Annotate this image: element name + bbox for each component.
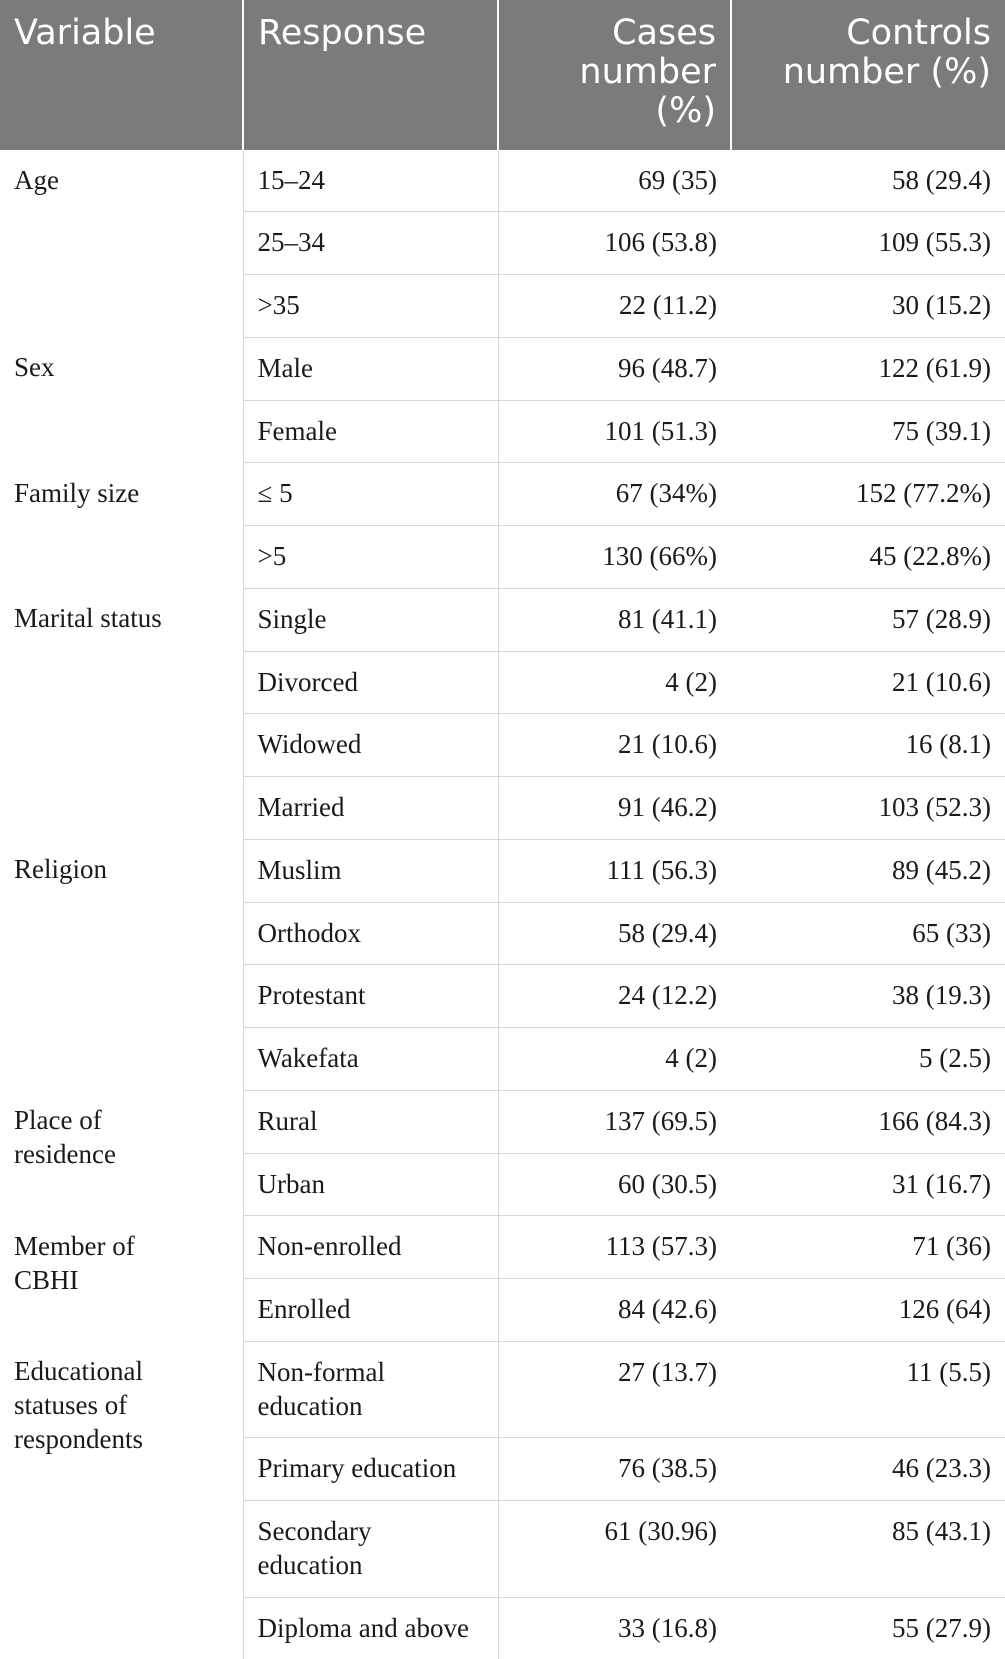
response-cell xyxy=(243,1090,498,1153)
column-header-controls-line1: Controls xyxy=(846,13,991,53)
table-row xyxy=(0,1341,1005,1438)
controls-cell: 11 (5.5) xyxy=(731,1341,1005,1438)
response-label-line: Muslim xyxy=(257,854,342,885)
variable-label-line: statuses of xyxy=(14,1390,128,1421)
response-label-line: ≤ 5 xyxy=(257,478,293,509)
controls-cell: 55 (27.9) xyxy=(731,1597,1005,1659)
controls-cell: 16 (8.1) xyxy=(731,714,1005,777)
response-cell xyxy=(243,777,498,840)
column-header-variable: Variable xyxy=(0,0,243,150)
response-cell xyxy=(243,212,498,275)
response-label-line: >35 xyxy=(257,290,300,321)
controls-cell: 46 (23.3) xyxy=(731,1438,1005,1501)
response-cell xyxy=(243,1153,498,1216)
controls-cell: 122 (61.9) xyxy=(731,337,1005,400)
response-cell xyxy=(243,839,498,902)
controls-cell: 75 (39.1) xyxy=(731,400,1005,463)
column-header-cases-line1: Cases xyxy=(612,13,716,53)
response-cell xyxy=(243,526,498,589)
variable-label-line: residence xyxy=(14,1139,116,1170)
table-row xyxy=(0,588,1005,651)
controls-cell: 5 (2.5) xyxy=(731,1028,1005,1091)
response-cell xyxy=(243,714,498,777)
controls-cell: 30 (15.2) xyxy=(731,275,1005,338)
variable-label-line: Place of xyxy=(14,1105,102,1136)
cases-cell: 106 (53.8) xyxy=(498,212,731,275)
response-cell xyxy=(243,651,498,714)
response-label-line: education xyxy=(257,1549,363,1580)
variable-label-line: Educational xyxy=(14,1356,143,1387)
controls-cell: 38 (19.3) xyxy=(731,965,1005,1028)
response-label-line: Single xyxy=(257,603,327,634)
response-cell xyxy=(243,150,498,212)
cases-cell: 81 (41.1) xyxy=(498,588,731,651)
cases-cell: 130 (66%) xyxy=(498,526,731,589)
cases-cell: 137 (69.5) xyxy=(498,1090,731,1153)
controls-cell: 89 (45.2) xyxy=(731,839,1005,902)
variable-cell xyxy=(0,588,243,839)
column-header-controls-line2: number (%) xyxy=(782,52,991,93)
column-header-controls xyxy=(731,0,1005,150)
variable-cell xyxy=(0,1090,243,1216)
response-label-line: Protestant xyxy=(257,980,366,1011)
response-label-line: Female xyxy=(257,415,337,446)
table-row xyxy=(0,463,1005,526)
variable-label-line: Age xyxy=(14,164,59,195)
response-label-line: Non-formal xyxy=(257,1356,385,1387)
variable-cell xyxy=(0,150,243,338)
table-body xyxy=(0,150,1005,1659)
controls-cell: 166 (84.3) xyxy=(731,1090,1005,1153)
response-cell xyxy=(243,1279,498,1342)
cases-cell: 24 (12.2) xyxy=(498,965,731,1028)
cases-cell: 101 (51.3) xyxy=(498,400,731,463)
column-header-cases-line2: number (%) xyxy=(579,52,716,132)
response-cell xyxy=(243,1501,498,1598)
cases-cell: 4 (2) xyxy=(498,651,731,714)
response-label-line: education xyxy=(257,1390,363,1421)
response-label-line: Diploma and above xyxy=(257,1612,469,1643)
controls-cell: 85 (43.1) xyxy=(731,1501,1005,1598)
variable-cell xyxy=(0,1341,243,1659)
cases-cell: 33 (16.8) xyxy=(498,1597,731,1659)
cases-cell: 84 (42.6) xyxy=(498,1279,731,1342)
variable-label-line: Family size xyxy=(14,477,140,508)
response-cell xyxy=(243,1438,498,1501)
response-label-line: Enrolled xyxy=(257,1294,351,1325)
table-row xyxy=(0,1216,1005,1279)
cases-cell: 58 (29.4) xyxy=(498,902,731,965)
response-label-line: Rural xyxy=(257,1105,318,1136)
controls-cell: 57 (28.9) xyxy=(731,588,1005,651)
variable-label-line: respondents xyxy=(14,1423,143,1454)
response-label-line: Primary education xyxy=(257,1453,457,1484)
response-cell xyxy=(243,1341,498,1438)
cases-cell: 22 (11.2) xyxy=(498,275,731,338)
response-label-line: Secondary xyxy=(257,1516,372,1547)
response-label-line: 15–24 xyxy=(257,164,325,195)
cases-cell: 91 (46.2) xyxy=(498,777,731,840)
response-label-line: >5 xyxy=(257,541,287,572)
controls-cell: 65 (33) xyxy=(731,902,1005,965)
cases-cell: 96 (48.7) xyxy=(498,337,731,400)
cases-cell: 113 (57.3) xyxy=(498,1216,731,1279)
response-cell xyxy=(243,337,498,400)
cases-cell: 76 (38.5) xyxy=(498,1438,731,1501)
controls-cell: 71 (36) xyxy=(731,1216,1005,1279)
cases-cell: 60 (30.5) xyxy=(498,1153,731,1216)
table-row xyxy=(0,839,1005,902)
response-label-line: Married xyxy=(257,792,345,823)
response-label-line: Divorced xyxy=(257,666,358,697)
response-cell xyxy=(243,1597,498,1659)
response-cell xyxy=(243,463,498,526)
column-header-cases xyxy=(498,0,731,150)
cases-cell: 67 (34%) xyxy=(498,463,731,526)
table-row xyxy=(0,1090,1005,1153)
variable-cell xyxy=(0,839,243,1090)
column-header-response: Response xyxy=(243,0,498,150)
controls-cell: 58 (29.4) xyxy=(731,150,1005,212)
response-label-line: Urban xyxy=(257,1168,325,1199)
response-cell xyxy=(243,1028,498,1091)
response-cell xyxy=(243,400,498,463)
variable-label-line: Religion xyxy=(14,854,107,885)
controls-cell: 45 (22.8%) xyxy=(731,526,1005,589)
header-row xyxy=(0,0,1005,150)
table-header xyxy=(0,0,1005,150)
response-label-line: Wakefata xyxy=(257,1043,359,1074)
table-row xyxy=(0,337,1005,400)
variable-label-line: Member of xyxy=(14,1230,135,1261)
variable-label-line: Marital status xyxy=(14,603,162,634)
response-cell xyxy=(243,965,498,1028)
controls-cell: 31 (16.7) xyxy=(731,1153,1005,1216)
controls-cell: 103 (52.3) xyxy=(731,777,1005,840)
response-cell xyxy=(243,588,498,651)
response-label-line: 25–34 xyxy=(257,227,325,258)
variable-label-line: CBHI xyxy=(14,1264,79,1295)
cases-cell: 61 (30.96) xyxy=(498,1501,731,1598)
response-cell xyxy=(243,275,498,338)
controls-cell: 21 (10.6) xyxy=(731,651,1005,714)
response-cell xyxy=(243,902,498,965)
controls-cell: 152 (77.2%) xyxy=(731,463,1005,526)
table-row xyxy=(0,150,1005,212)
response-label-line: Orthodox xyxy=(257,917,361,948)
variable-cell xyxy=(0,463,243,589)
response-label-line: Non-enrolled xyxy=(257,1231,402,1262)
cases-cell: 4 (2) xyxy=(498,1028,731,1091)
response-label-line: Male xyxy=(257,352,313,383)
cases-cell: 27 (13.7) xyxy=(498,1341,731,1438)
cases-cell: 21 (10.6) xyxy=(498,714,731,777)
response-cell xyxy=(243,1216,498,1279)
cases-cell: 69 (35) xyxy=(498,150,731,212)
controls-cell: 109 (55.3) xyxy=(731,212,1005,275)
controls-cell: 126 (64) xyxy=(731,1279,1005,1342)
variable-cell xyxy=(0,1216,243,1342)
variable-cell xyxy=(0,337,243,463)
response-label-line: Widowed xyxy=(257,729,362,760)
cases-cell: 111 (56.3) xyxy=(498,839,731,902)
variable-label-line: Sex xyxy=(14,352,55,383)
